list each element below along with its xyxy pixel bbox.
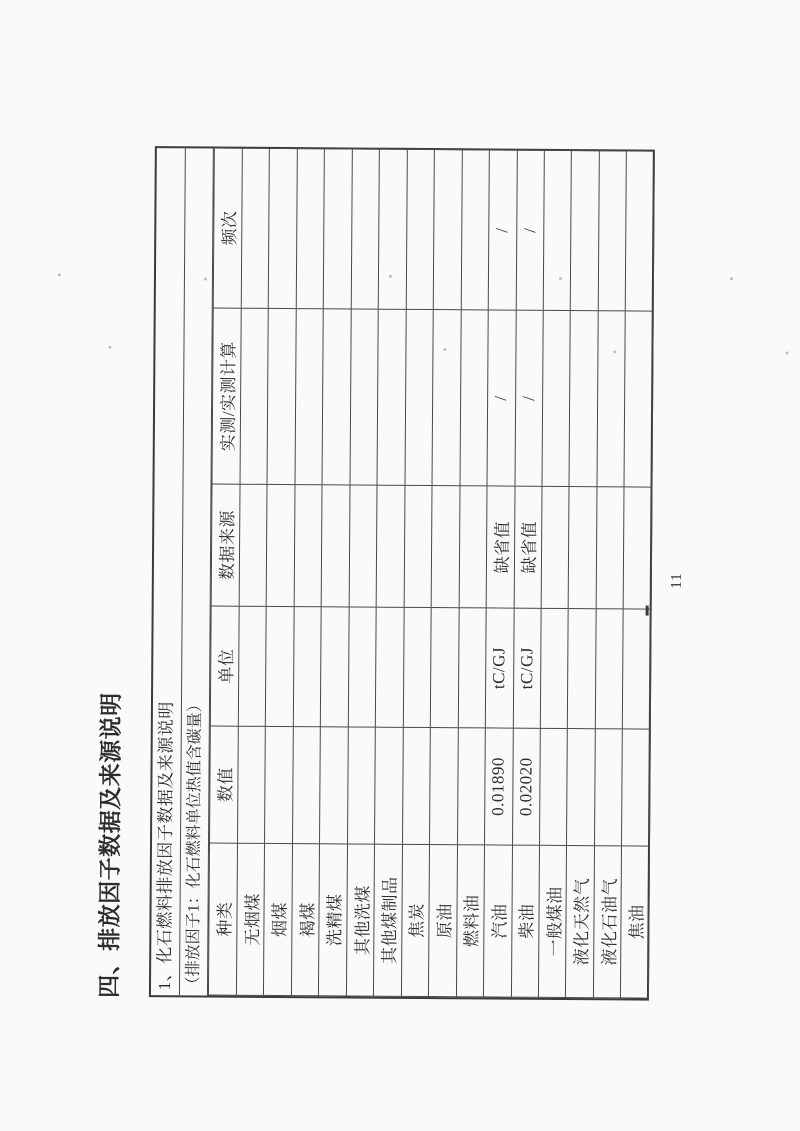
cell-measured	[322, 309, 351, 485]
cell-frequency	[379, 149, 408, 309]
cell-unit	[623, 609, 651, 729]
cell-frequency	[351, 149, 380, 309]
cell-measured	[350, 309, 379, 485]
cell-unit	[321, 607, 349, 727]
cell-value	[347, 727, 375, 844]
scan-artifact-dot	[613, 350, 616, 353]
cell-value	[320, 727, 348, 844]
cell-unit	[238, 606, 266, 726]
cell-source	[623, 487, 652, 609]
cell-unit	[348, 607, 376, 727]
cell-source	[322, 485, 350, 607]
cell-frequency	[324, 149, 353, 309]
cell-measured	[624, 311, 653, 487]
cell-value	[375, 727, 403, 844]
cell-frequency	[461, 150, 490, 310]
table-heading: 1、化石燃料排放因子数据及来源说明	[151, 148, 186, 995]
cell-source	[376, 485, 404, 607]
cell-measured	[240, 308, 269, 484]
scan-artifact-dot	[559, 277, 562, 280]
cell-value	[292, 727, 320, 844]
cell-value: 0.01890	[485, 728, 513, 845]
column-header: 数值	[210, 726, 239, 843]
cell-measured	[542, 310, 571, 486]
cell-measured: /	[515, 310, 544, 486]
cell-type: 焦炭	[401, 844, 430, 996]
cell-value	[622, 729, 650, 846]
column-header: 实测/实测计算	[212, 308, 241, 484]
cell-measured	[377, 309, 406, 485]
cell-unit	[376, 607, 404, 727]
cell-type: 原油	[429, 845, 458, 997]
cell-frequency: /	[516, 150, 545, 310]
cell-measured	[267, 308, 296, 484]
cell-frequency	[269, 148, 298, 308]
cell-type: 液化天然气	[566, 845, 595, 997]
scan-artifact-dot	[785, 352, 788, 355]
cell-type: 其他煤制品	[374, 844, 403, 996]
cell-type: 焦油	[621, 846, 650, 998]
scan-artifact-dot	[204, 277, 207, 280]
cell-source	[239, 484, 267, 606]
cell-source	[596, 487, 624, 609]
cell-source: 缺省值	[486, 486, 514, 608]
cell-frequency: /	[488, 150, 517, 310]
cell-source: 缺省值	[514, 486, 542, 608]
cell-value: 0.02020	[512, 728, 540, 845]
cell-measured	[597, 311, 626, 487]
cell-type: 褐煤	[291, 844, 320, 996]
cell-value	[402, 727, 430, 844]
cell-measured	[295, 309, 324, 485]
table-row	[621, 151, 655, 998]
cell-frequency	[598, 151, 627, 311]
column-header: 单位	[210, 606, 239, 726]
cell-frequency	[241, 148, 270, 308]
cell-unit	[403, 607, 431, 727]
cell-frequency	[626, 151, 655, 311]
cell-source	[459, 486, 487, 608]
emission-factor-grid	[208, 148, 655, 999]
scan-artifact-dot	[730, 277, 733, 280]
cell-type: 一般煤油	[538, 845, 567, 997]
cell-unit	[293, 607, 321, 727]
cell-type: 燃料油	[456, 845, 485, 997]
cell-source	[431, 486, 459, 608]
cell-source	[569, 487, 597, 609]
column-header: 种类	[208, 843, 237, 995]
cell-value	[594, 729, 622, 846]
scan-artifact-dot	[389, 275, 392, 278]
table-subheading: （排放因子1：化石燃料单位热值含碳量）	[180, 148, 214, 995]
cell-source	[404, 485, 432, 607]
cell-type: 液化石油气	[593, 846, 622, 998]
scan-artifact-dot	[108, 346, 111, 349]
cell-type: 其他洗煤	[346, 844, 375, 996]
cell-source	[294, 485, 322, 607]
table-body	[236, 148, 654, 998]
cell-frequency	[543, 150, 572, 310]
page-number: 11	[668, 572, 685, 589]
scan-artifact-tick	[646, 606, 649, 616]
cell-unit	[568, 609, 596, 729]
cell-type: 无烟煤	[236, 843, 265, 995]
cell-frequency	[406, 149, 435, 309]
cell-unit: tC/GJ	[485, 608, 513, 728]
cell-value	[265, 726, 293, 843]
cell-type: 烟煤	[264, 843, 293, 995]
cell-measured: /	[487, 310, 516, 486]
cell-measured	[432, 310, 461, 486]
column-header: 频次	[213, 148, 242, 308]
cell-type: 汽油	[484, 845, 513, 997]
cell-value	[567, 729, 595, 846]
cell-frequency	[433, 150, 462, 310]
page-title: 四、排放因子数据及来源说明	[96, 692, 125, 998]
cell-frequency	[571, 151, 600, 311]
cell-type: 柴油	[511, 845, 540, 997]
cell-source	[541, 486, 569, 608]
cell-value	[539, 728, 567, 845]
cell-source	[267, 484, 295, 606]
cell-measured	[460, 310, 489, 486]
cell-measured	[405, 309, 434, 485]
cell-unit	[595, 609, 623, 729]
cell-value	[457, 728, 485, 845]
cell-unit	[540, 608, 568, 728]
cell-measured	[569, 311, 598, 487]
cell-unit	[266, 606, 294, 726]
cell-source	[349, 485, 377, 607]
cell-type: 洗精煤	[319, 844, 348, 996]
cell-unit	[458, 608, 486, 728]
scan-artifact-dot	[443, 348, 446, 351]
column-header: 数据来源	[211, 484, 240, 606]
cell-unit	[430, 608, 458, 728]
cell-value	[238, 726, 266, 843]
cell-frequency	[296, 149, 325, 309]
scan-artifact-dot	[58, 273, 61, 276]
cell-unit: tC/GJ	[513, 608, 541, 728]
emission-factor-table-box	[149, 146, 655, 1000]
cell-value	[430, 728, 458, 845]
